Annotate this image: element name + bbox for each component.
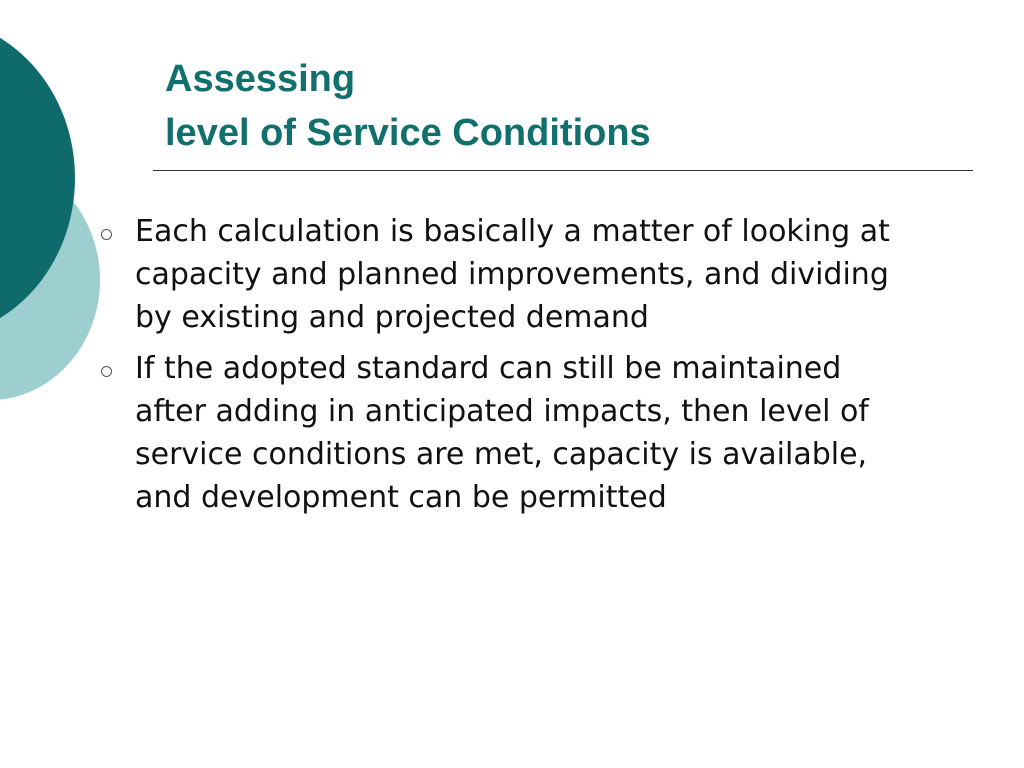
- bullet-item: [95, 347, 895, 519]
- bullet-list: [95, 210, 895, 527]
- slide-title-line-1: Assessing: [165, 58, 356, 100]
- slide-title-line-2: level of Service Conditions: [165, 112, 651, 154]
- hollow-circle-icon: [101, 229, 112, 240]
- bullet-item: [95, 210, 895, 339]
- bullet-text: If the adopted standard can still be maintained after adding in anticipated impacts, then level of service conditions are met, capacity is available, and development can be permitted: [135, 351, 869, 515]
- bullet-text: Each calculation is basically a matter of looking at capacity and planned improvements, and dividing by existing and projected demand: [135, 214, 890, 335]
- slide-title: [165, 52, 651, 160]
- title-divider: [153, 170, 973, 171]
- hollow-circle-icon: [101, 366, 112, 377]
